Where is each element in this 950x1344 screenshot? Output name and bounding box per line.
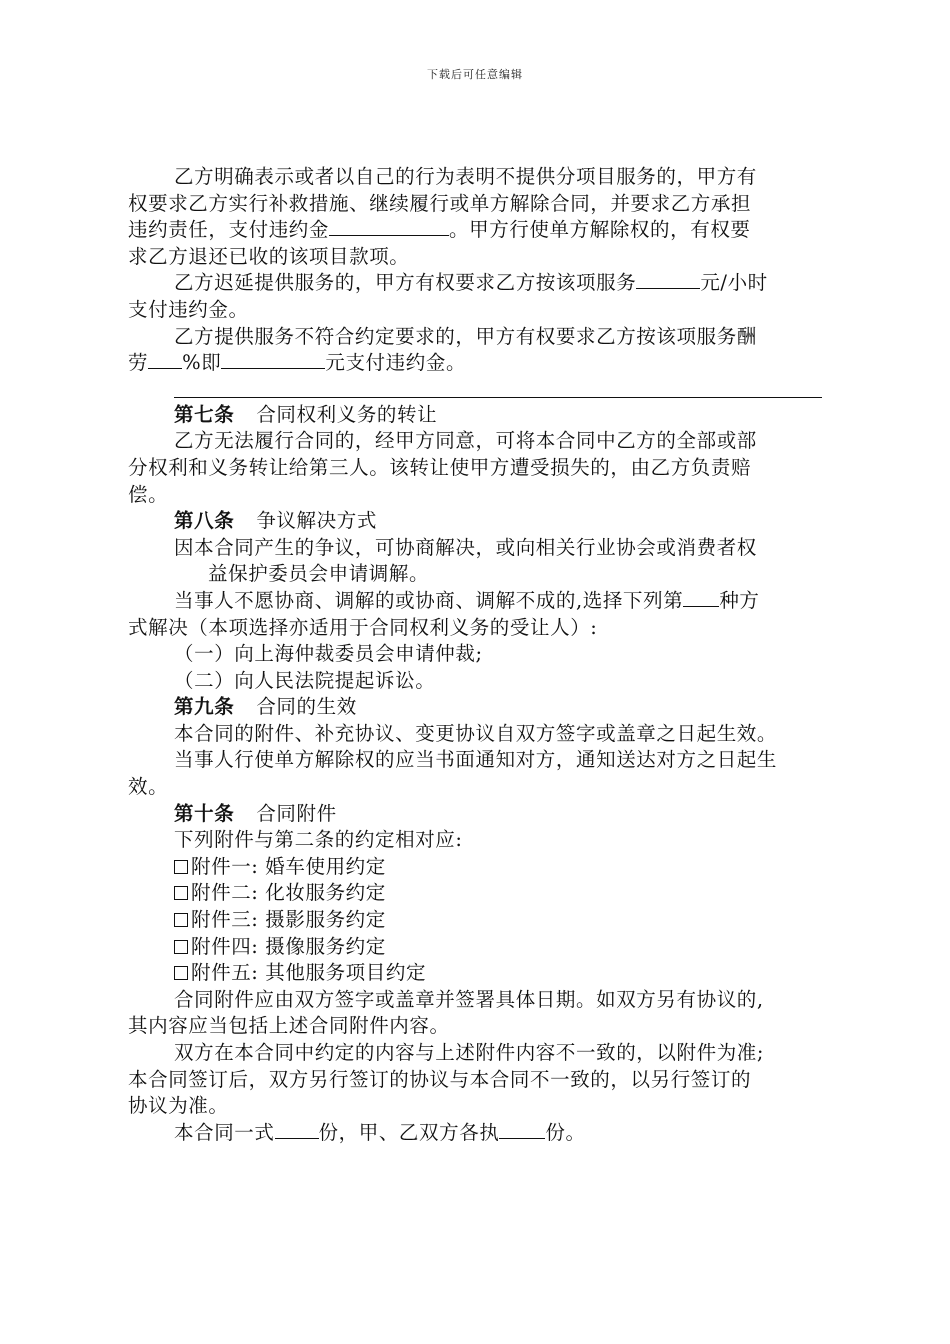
attachment-label: 附件五: 其他服务项目约定: [191, 961, 427, 985]
paragraph-line: 下列附件与第二条的约定相对应:: [174, 828, 463, 852]
paragraph-line: 协议为准。: [128, 1094, 229, 1118]
attachment-item[interactable]: [128, 907, 840, 934]
option-line: （一）向上海仲裁委员会申请仲裁;: [174, 642, 483, 666]
article-number: 第九条: [174, 695, 235, 719]
fill-in-blank: [636, 270, 700, 289]
paragraph-line: [128, 270, 840, 297]
paragraph-line: 乙方无法履行合同的，经甲方同意，可将本合同中乙方的全部或部: [174, 429, 757, 453]
paragraph-line: 本合同的附件、补充协议、变更协议自双方签字或盖章之日起生效。: [174, 721, 778, 745]
attachment-item[interactable]: [128, 960, 840, 987]
paragraph-line: 其内容应当包括上述合同附件内容。: [128, 1014, 450, 1038]
attachment-label: 附件四: 摄像服务约定: [191, 934, 386, 958]
article-heading: [128, 801, 840, 828]
article-title: 争议解决方式: [256, 509, 377, 533]
paragraph-line: 双方在本合同中约定的内容与上述附件内容不一致的，以附件为准;: [174, 1041, 765, 1064]
paragraph-line: 乙方提供服务不符合约定要求的，甲方有权要求乙方按该项服务酬: [174, 324, 757, 348]
fill-in-blank: [275, 1120, 319, 1139]
article-title: 合同权利义务的转让: [256, 402, 438, 426]
paragraph-line: 式解决（本项选择亦适用于合同权利义务的受让人）:: [128, 615, 598, 639]
checkbox-icon[interactable]: [174, 886, 188, 900]
attachment-item[interactable]: [128, 854, 840, 881]
checkbox-icon[interactable]: [174, 966, 188, 980]
document-body: [128, 164, 840, 1146]
article-title: 合同附件: [256, 801, 337, 825]
text-run: 元支付违约金。: [325, 351, 467, 375]
text-run: %即: [182, 351, 222, 375]
text-run: 元/小时: [700, 271, 768, 295]
paragraph-line: [128, 217, 840, 244]
paragraph-line: 当事人行使单方解除权的应当书面通知对方，通知送达对方之日起生: [174, 748, 778, 772]
paragraph-line: [128, 588, 840, 615]
paragraph-line: 合同附件应由双方签字或盖章并签署具体日期。如双方另有协议的,: [174, 987, 764, 1011]
paragraph-line: 权要求乙方实行补救措施、继续履行或单方解除合同，并要求乙方承担: [128, 191, 752, 215]
fill-in-blank: [499, 1120, 545, 1139]
text-run: 违约责任，支付违约金: [128, 218, 330, 242]
attachment-label: 附件二: 化妆服务约定: [191, 881, 386, 905]
fill-in-blank: [148, 350, 182, 369]
attachment-item[interactable]: [128, 934, 840, 961]
text-run: 。甲方行使单方解除权的，有权要: [449, 218, 751, 242]
text-run: 乙方迟延提供服务的，甲方有权要求乙方按该项服务: [174, 271, 637, 295]
fill-in-blank: [221, 350, 325, 369]
text-run: 当事人不愿协商、调解的或协商、调解不成的,选择下列第: [174, 588, 684, 612]
checkbox-icon[interactable]: [174, 913, 188, 927]
paragraph-line: [128, 350, 840, 377]
horizontal-rule: [174, 377, 822, 398]
checkbox-icon[interactable]: [174, 940, 188, 954]
article-title: 合同的生效: [256, 695, 357, 719]
text-run: 本合同一式: [174, 1120, 275, 1144]
article-number: 第八条: [174, 509, 235, 533]
paragraph-line: 效。: [128, 775, 169, 799]
text-run: 种方: [719, 588, 760, 612]
article-number: 第七条: [174, 402, 235, 426]
paragraph-line: 益保护委员会申请调解。: [208, 562, 430, 586]
article-heading: [128, 694, 840, 721]
article-heading: [128, 508, 840, 535]
article-number: 第十条: [174, 801, 235, 825]
paragraph-line: 分权利和义务转让给第三人。该转让使甲方遭受损失的，由乙方负责赔: [128, 455, 752, 479]
fill-in-blank: [329, 217, 449, 236]
paragraph-line: 本合同签订后，双方另行签订的协议与本合同不一致的，以另行签订的: [128, 1067, 752, 1091]
paragraph-line: [128, 1120, 840, 1147]
text-run: 份。: [545, 1120, 586, 1144]
option-line: （二）向人民法院提起诉讼。: [174, 668, 436, 692]
attachment-item[interactable]: [128, 880, 840, 907]
paragraph-line: 乙方明确表示或者以自己的行为表明不提供分项目服务的，甲方有: [174, 165, 757, 188]
fill-in-blank: [683, 588, 719, 607]
attachment-label: 附件一: 婚车使用约定: [191, 854, 386, 878]
checkbox-icon[interactable]: [174, 860, 188, 874]
page-header: 下载后可任意编辑: [427, 68, 523, 81]
paragraph-line: 求乙方退还已收的该项目款项。: [128, 244, 410, 268]
article-heading: [128, 402, 840, 429]
paragraph-line: 因本合同产生的争议，可协商解决，或向相关行业协会或消费者权: [174, 535, 757, 559]
attachment-label: 附件三: 摄影服务约定: [191, 908, 386, 932]
paragraph-line: 支付违约金。: [128, 297, 249, 321]
text-run: 劳: [128, 351, 149, 375]
text-run: 份，甲、乙双方各执: [318, 1120, 500, 1144]
paragraph-line: 偿。: [128, 482, 169, 506]
